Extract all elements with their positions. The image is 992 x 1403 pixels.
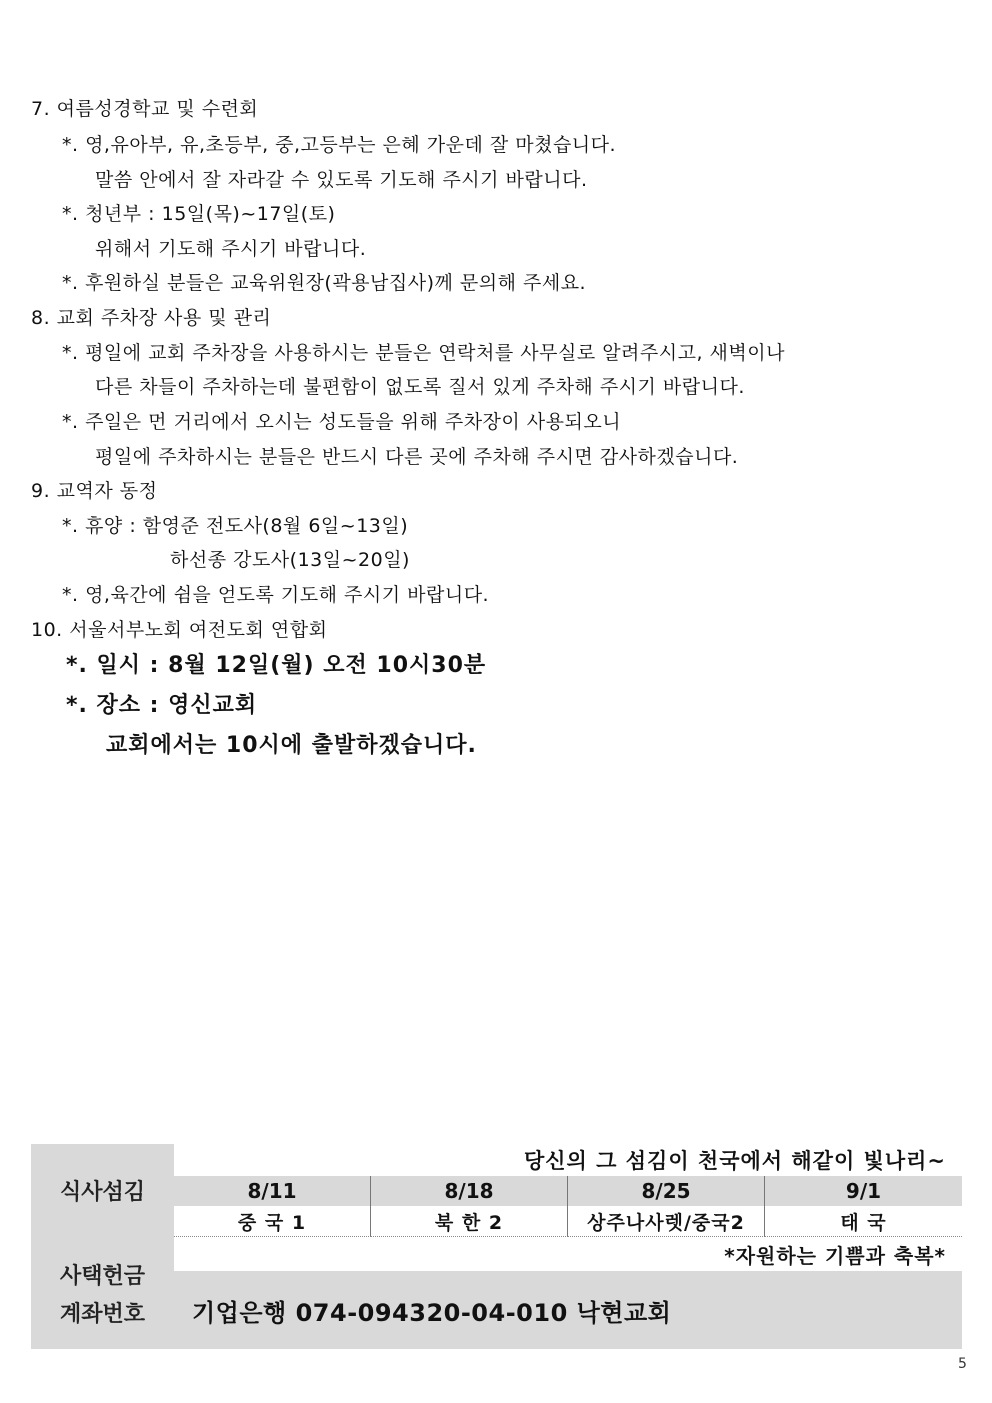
item9-bullet-1: *. 휴양 : 함영준 전도사(8월 6일~13일): [62, 515, 409, 537]
item8-bullet-2: *. 주일은 먼 거리에서 오시는 성도들을 위해 주차장이 사용되오니: [62, 411, 622, 433]
item8-bullet-2-cont: 평일에 주차하시는 분들은 반드시 다른 곳에 주차해 주시면 감사하겠습니다.: [95, 446, 739, 468]
offering-label: 사택헌금: [59, 1263, 145, 1289]
account-number: 기업은행 074-094320-04-010 낙현교회: [174, 1271, 962, 1349]
item10-title: 10. 서울서부노회 여전도회 연합회: [31, 619, 328, 641]
blessing-text: *자원하는 기쁨과 축복*: [724, 1243, 946, 1268]
item10-bullet-2: *. 장소 : 영신교회: [66, 693, 258, 718]
item8-bullet-1-cont: 다른 차들이 주차하는데 불편함이 없도록 질서 있게 주차해 주시기 바랍니다.: [95, 376, 745, 398]
item7-bullet-1-cont: 말씀 안에서 잘 자라갈 수 있도록 기도해 주시기 바랍니다.: [95, 169, 588, 191]
item10-bullet-2-cont: 교회에서는 10시에 출발하겠습니다.: [106, 733, 477, 758]
item7-title: 7. 여름성경학교 및 수련회: [31, 98, 259, 120]
service-table: [31, 1144, 962, 1349]
motto-text: 당신의 그 섬김이 천국에서 해같이 빛나리~: [523, 1149, 946, 1173]
item7-bullet-2-cont: 위해서 기도해 주시기 바랍니다.: [95, 238, 367, 260]
item7-bullet-2: *. 청년부 : 15일(목)~17일(토): [62, 203, 336, 225]
date-header: 8/25: [568, 1176, 765, 1206]
item7-bullet-3: *. 후원하실 분들은 교육위원장(곽용남집사)께 문의해 주세요.: [62, 272, 587, 294]
account-label: 계좌번호: [59, 1301, 145, 1327]
item9-title: 9. 교역자 동정: [31, 480, 158, 502]
item9-bullet-2: *. 영,육간에 쉼을 얻도록 기도해 주시기 바랍니다.: [62, 584, 490, 606]
date-header: 8/18: [371, 1176, 568, 1206]
meal-service-label: 식사섬김: [59, 1179, 145, 1205]
item9-bullet-1-cont: 하선종 강도사(13일~20일): [170, 549, 410, 571]
page-number: 5: [958, 1356, 967, 1372]
server-cell: 태 국: [765, 1206, 962, 1237]
item7-bullet-1: *. 영,유아부, 유,초등부, 중,고등부는 은혜 가운데 잘 마쳤습니다.: [62, 134, 617, 156]
date-header: 8/11: [174, 1176, 371, 1206]
item10-bullet-1: *. 일시 : 8월 12일(월) 오전 10시30분: [66, 653, 487, 678]
item8-title: 8. 교회 주차장 사용 및 관리: [31, 307, 272, 329]
server-cell: 중 국 1: [174, 1206, 371, 1237]
date-header: 9/1: [765, 1176, 962, 1206]
item8-bullet-1: *. 평일에 교회 주차장을 사용하시는 분들은 연락처를 사무실로 알려주시고, 새벽이나: [62, 342, 785, 364]
server-cell: 상주나사렛/중국2: [568, 1206, 765, 1237]
server-cell: 북 한 2: [371, 1206, 568, 1237]
